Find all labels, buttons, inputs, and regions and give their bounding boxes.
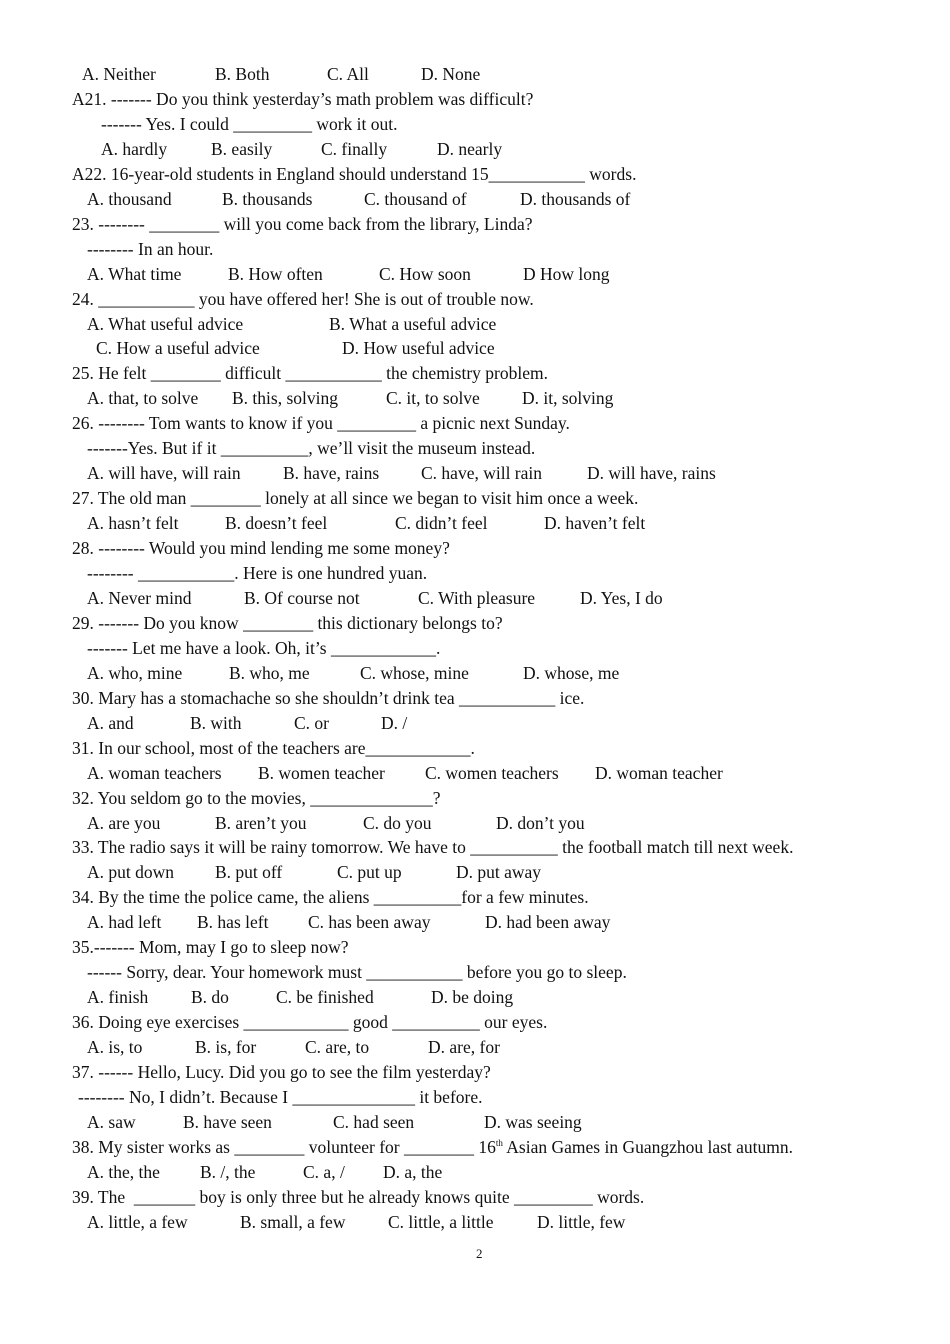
answer-option: A. who, mine: [87, 662, 183, 683]
answer-option: C. it, to solve: [386, 388, 480, 409]
answer-option: B. has left: [197, 912, 269, 933]
answer-option: C. didn’t feel: [395, 513, 488, 534]
answer-option: B. What a useful advice: [329, 313, 497, 334]
answer-option: C. thousand of: [364, 188, 467, 209]
answer-option: A. finish: [87, 987, 149, 1008]
question-text: -------Yes. But if it __________, we’ll visit the museum instead.: [87, 438, 536, 459]
question-text: 32. You seldom go to the movies, ______________?: [72, 787, 441, 808]
answer-option: D. haven’t felt: [544, 513, 646, 534]
question-text: 29. ------- Do you know ________ this dictionary belongs to?: [72, 612, 503, 633]
answer-option: A. is, to: [87, 1037, 143, 1058]
answer-option: D. thousands of: [520, 188, 631, 209]
answer-option: B. with: [190, 712, 242, 733]
answer-option: D. How useful advice: [342, 338, 495, 359]
question-text: ------- Let me have a look. Oh, it’s ____________.: [87, 637, 441, 658]
question-text: 35.------- Mom, may I go to sleep now?: [72, 937, 349, 958]
answer-option: A. hasn’t felt: [87, 513, 179, 534]
answer-option: C. have, will rain: [421, 463, 543, 484]
answer-option: C. or: [294, 712, 329, 733]
answer-option: B. women teacher: [258, 762, 385, 783]
answer-option: D. None: [421, 64, 481, 84]
answer-option: B. doesn’t feel: [225, 513, 328, 534]
answer-option: A. and: [87, 712, 134, 733]
question-text: 23. -------- ________ will you come back from the library, Linda?: [72, 213, 533, 234]
answer-option: C. are, to: [305, 1037, 370, 1058]
answer-option: C. had seen: [333, 1111, 415, 1132]
question-text: -------- In an hour.: [87, 238, 214, 259]
answer-option: B. put off: [215, 862, 283, 883]
answer-option: D. had been away: [485, 912, 611, 933]
answer-option: A. woman teachers: [87, 762, 222, 783]
answer-option: B. Both: [215, 64, 270, 84]
answer-option: B. have seen: [183, 1111, 272, 1132]
answer-option: A. will have, will rain: [87, 463, 241, 484]
question-text: 28. -------- Would you mind lending me some money?: [72, 538, 450, 559]
answer-option: C. has been away: [308, 912, 431, 933]
answer-option: B. small, a few: [240, 1211, 346, 1232]
answer-option: C. be finished: [276, 987, 374, 1008]
answer-option: C. women teachers: [425, 762, 559, 783]
question-text: ------- Yes. I could _________ work it out.: [101, 113, 398, 134]
question-text: 37. ------ Hello, Lucy. Did you go to see the film yesterday?: [72, 1062, 491, 1082]
answer-option: B. Of course not: [244, 587, 360, 608]
answer-option: D. /: [381, 712, 408, 733]
answer-option: D. little, few: [537, 1211, 626, 1232]
answer-option: B. /, the: [200, 1161, 256, 1182]
answer-option: D. it, solving: [522, 388, 614, 409]
answer-option: D How long: [523, 263, 610, 284]
answer-option: D. whose, me: [523, 662, 620, 683]
answer-option: D. be doing: [431, 987, 514, 1008]
answer-option: A. are you: [87, 812, 161, 833]
question-text: 31. In our school, most of the teachers are____________.: [72, 737, 475, 758]
answer-option: D. Yes, I do: [580, 587, 663, 608]
answer-option: C. All: [327, 64, 369, 84]
question-text: 30. Mary has a stomachache so she shouldn’t drink tea ___________ ice.: [72, 687, 585, 708]
answer-option: A. put down: [87, 862, 175, 883]
answer-option: A. the, the: [87, 1161, 160, 1182]
answer-option: C. a, /: [303, 1161, 345, 1182]
question-text: 25. He felt ________ difficult ___________ the chemistry problem.: [72, 363, 548, 384]
question-text: 26. -------- Tom wants to know if you _________ a picnic next Sunday.: [72, 413, 570, 434]
answer-option: A. little, a few: [87, 1211, 188, 1232]
question-text: 27. The old man ________ lonely at all since we began to visit him once a week.: [72, 488, 639, 509]
question-text: 34. By the time the police came, the aliens __________for a few minutes.: [72, 887, 589, 908]
question-38-text: 38. My sister works as ________ volunteer for ________ 16th Asian Games in Guangzhou last autumn.: [72, 1136, 794, 1157]
answer-option: A. had left: [87, 912, 162, 933]
answer-option: B. easily: [211, 138, 273, 159]
answer-option: B. thousands: [222, 188, 313, 209]
answer-option: A. What useful advice: [87, 313, 244, 334]
question-text: 39. The _______ boy is only three but he already knows quite _________ words.: [72, 1186, 645, 1207]
answer-option: C. little, a little: [388, 1211, 494, 1232]
question-38-line: [0, 1135, 794, 1160]
question-text: -------- ___________. Here is one hundred yuan.: [87, 563, 428, 583]
answer-option: C. With pleasure: [418, 587, 536, 608]
question-text: A21. ------- Do you think yesterday’s math problem was difficult?: [72, 88, 534, 109]
answer-option: C. whose, mine: [360, 662, 469, 683]
answer-option: C. How soon: [379, 263, 471, 284]
answer-option: A. Never mind: [87, 587, 192, 608]
answer-option: A. hardly: [101, 138, 168, 159]
answer-option: D. nearly: [437, 138, 503, 159]
answer-option: D. don’t you: [496, 812, 585, 833]
answer-option: A. Neither: [82, 64, 156, 84]
question-text: 33. The radio says it will be rainy tomorrow. We have to __________ the football match till next week.: [72, 837, 794, 858]
answer-option: B. aren’t you: [215, 812, 307, 833]
question-text: 24. ___________ you have offered her! She is out of trouble now.: [72, 288, 534, 309]
answer-option: D. put away: [456, 862, 542, 883]
answer-option: A. thousand: [87, 188, 172, 209]
answer-option: D. woman teacher: [595, 762, 723, 783]
answer-option: A. that, to solve: [87, 388, 199, 409]
page-number: 2: [476, 1246, 483, 1261]
answer-option: B. this, solving: [232, 388, 338, 409]
answer-option: B. who, me: [229, 662, 310, 683]
answer-option: D. was seeing: [484, 1111, 582, 1132]
answer-option: C. How a useful advice: [96, 338, 260, 359]
answer-option: C. finally: [321, 138, 388, 159]
question-text: -------- No, I didn’t. Because I ______________ it before.: [78, 1086, 483, 1107]
answer-option: D. will have, rains: [587, 463, 716, 484]
answer-option: B. is, for: [195, 1037, 257, 1058]
answer-option: A. saw: [87, 1111, 136, 1132]
question-text: 36. Doing eye exercises ____________ good __________ our eyes.: [72, 1012, 548, 1033]
answer-option: B. have, rains: [283, 463, 380, 484]
answer-option: B. do: [191, 987, 229, 1008]
answer-option: A. What time: [87, 263, 182, 284]
answer-option: D. are, for: [428, 1037, 500, 1058]
answer-option: B. How often: [228, 263, 323, 284]
question-text: A22. 16-year-old students in England should understand 15___________ words.: [72, 163, 637, 184]
answer-option: D. a, the: [383, 1161, 443, 1182]
answer-option: C. do you: [363, 812, 432, 833]
question-text: ------ Sorry, dear. Your homework must ___________ before you go to sleep.: [87, 962, 627, 983]
answer-option: C. put up: [337, 862, 402, 883]
